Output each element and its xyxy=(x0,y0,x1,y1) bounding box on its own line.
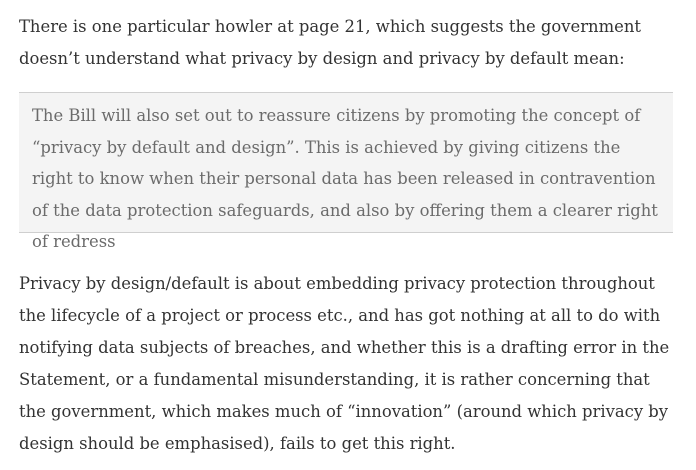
quote-text: The Bill will also set out to reassure citizens by promoting the concept of “privacy by default and design”. This is achieved by giving citizens the right to know when their personal data has been released in contravention of the data protection safeguards, and also by offering them a clearer right of redress xyxy=(32,106,658,251)
article-content xyxy=(19,0,673,460)
blockquote xyxy=(19,92,673,251)
body-paragraph: Privacy by design/default is about embedding privacy protection throughout the lifecycle of a project or process etc., and has got nothing at all to do with notifying data subjects of breaches, and whether this is a drafting error in the Statement, or a fundamental misunderstanding, it is rather concerning that the government, which makes much of “innovation” (around which privacy by design should be emphasised), fails to get this right. xyxy=(19,274,670,453)
intro-paragraph: There is one particular howler at page 21, which suggests the government doesn’t understand what privacy by design and privacy by default mean: xyxy=(19,17,642,68)
